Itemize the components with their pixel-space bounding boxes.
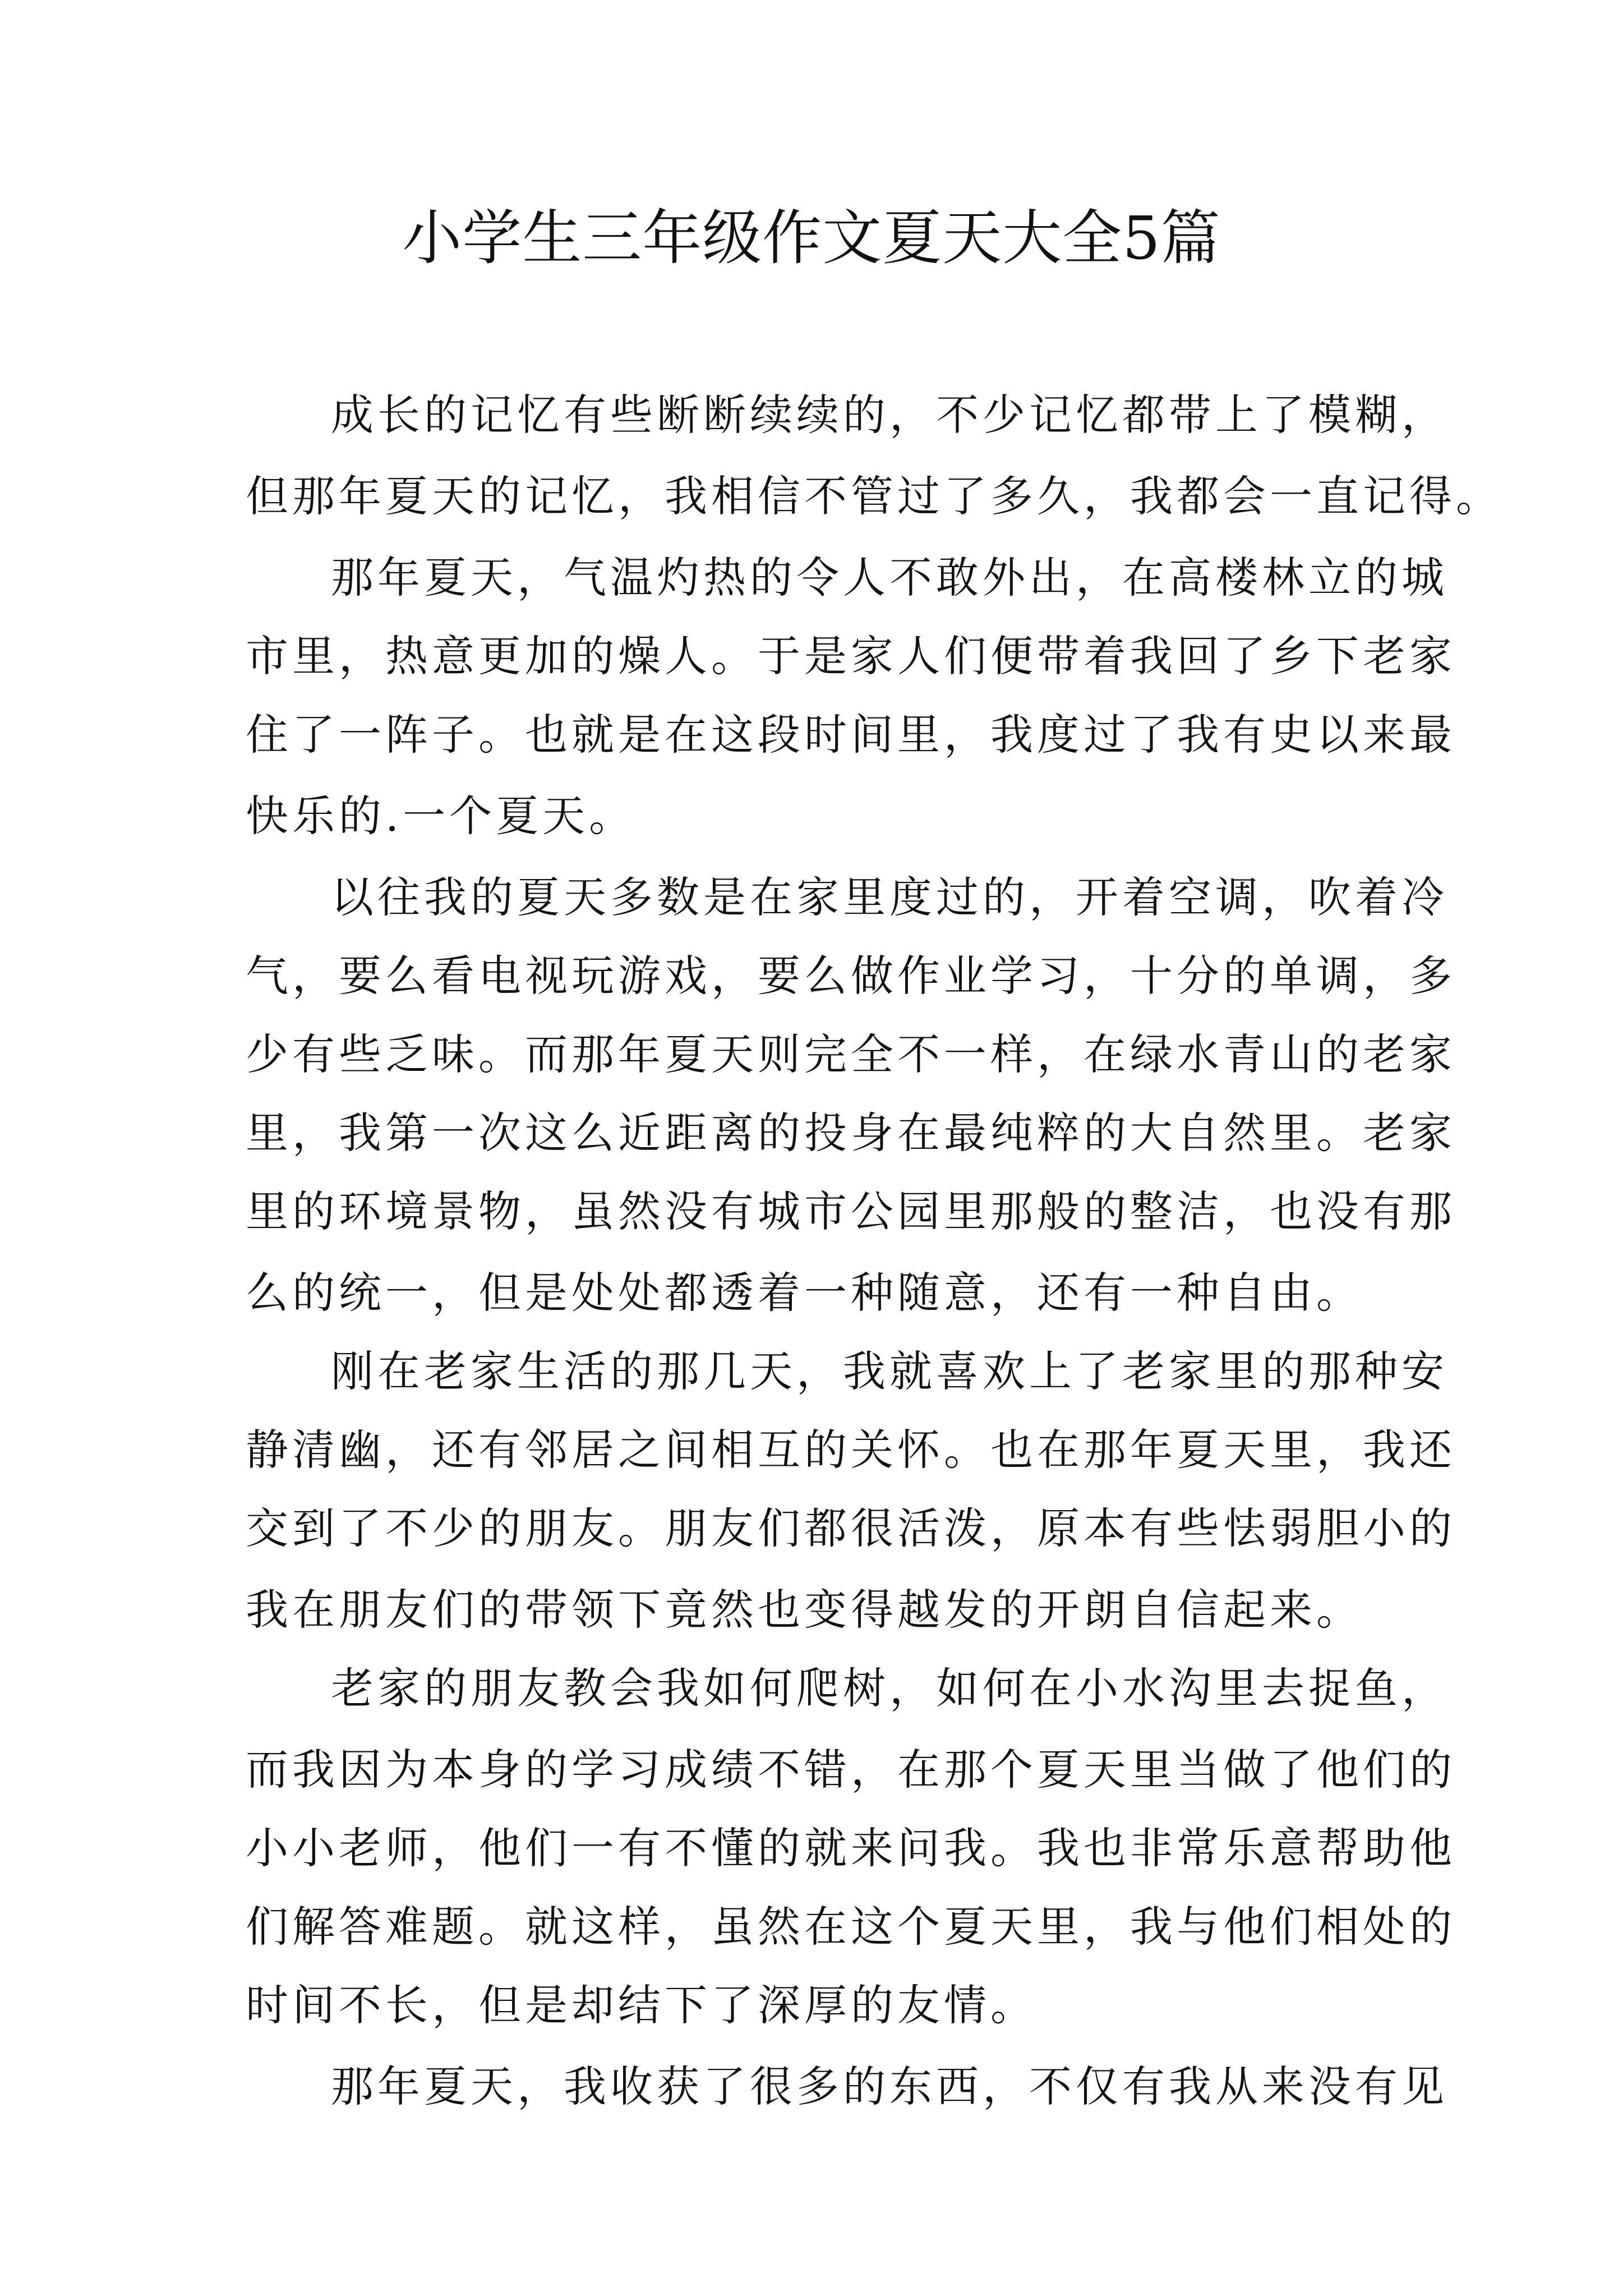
paragraph-line: 小小老师，他们一有不懂的就来问我。我也非常乐意帮助他 [246,1823,1456,1873]
paragraph-line: 们解答难题。就这样，虽然在这个夏天里，我与他们相处的 [246,1902,1456,1952]
paragraph-line: 但那年夏天的记忆，我相信不管过了多久，我都会一直记得。 [246,471,1502,521]
paragraph-line: 住了一阵子。也就是在这段时间里，我度过了我有史以来最 [246,710,1456,760]
paragraph-line: 时间不长，但是却结下了深厚的友情。 [246,1980,1037,2030]
paragraph-line: 那年夏天，气温灼热的令人不敢外出，在高楼林立的城 [331,553,1448,602]
paragraph-line: 那年夏天，我收获了很多的东西，不仅有我从来没有见 [331,2062,1448,2111]
paragraph-line: 么的统一，但是处处都透着一种随意，还有一种自由。 [246,1268,1363,1318]
document-title: 小学生三年级作文夏天大全5篇 [402,204,1221,273]
paragraph-line: 以往我的夏天多数是在家里度过的，开着空调，吹着冷 [331,872,1448,922]
paragraph-line: 少有些乏味。而那年夏天则完全不一样，在绿水青山的老家 [246,1029,1456,1079]
paragraph-line: 我在朋友们的带领下竟然也变得越发的开朗自信起来。 [246,1585,1363,1635]
paragraph-line: 快乐的.一个夏天。 [246,791,636,841]
paragraph-line: 成长的记忆有些断断续续的，不少记忆都带上了模糊， [331,390,1448,440]
paragraph-line: 而我因为本身的学习成绩不错，在那个夏天里当做了他们的 [246,1745,1456,1795]
paragraph-line: 里的环境景物，虽然没有城市公园里那般的整洁，也没有那 [246,1186,1456,1236]
paragraph-line: 里，我第一次这么近距离的投身在最纯粹的大自然里。老家 [246,1108,1456,1158]
paragraph-line: 气，要么看电视玩游戏，要么做作业学习，十分的单调，多 [246,951,1456,1001]
paragraph-line: 老家的朋友教会我如何爬树，如何在小水沟里去捉鱼， [331,1663,1448,1713]
paragraph-line: 市里，热意更加的燥人。于是家人们便带着我回了乡下老家 [246,631,1456,681]
paragraph-line: 静清幽，还有邻居之间相互的关怀。也在那年夏天里，我还 [246,1425,1456,1475]
paragraph-line: 刚在老家生活的那几天，我就喜欢上了老家里的那种安 [331,1346,1448,1396]
paragraph-line: 交到了不少的朋友。朋友们都很活泼，原本有些怯弱胆小的 [246,1503,1456,1553]
